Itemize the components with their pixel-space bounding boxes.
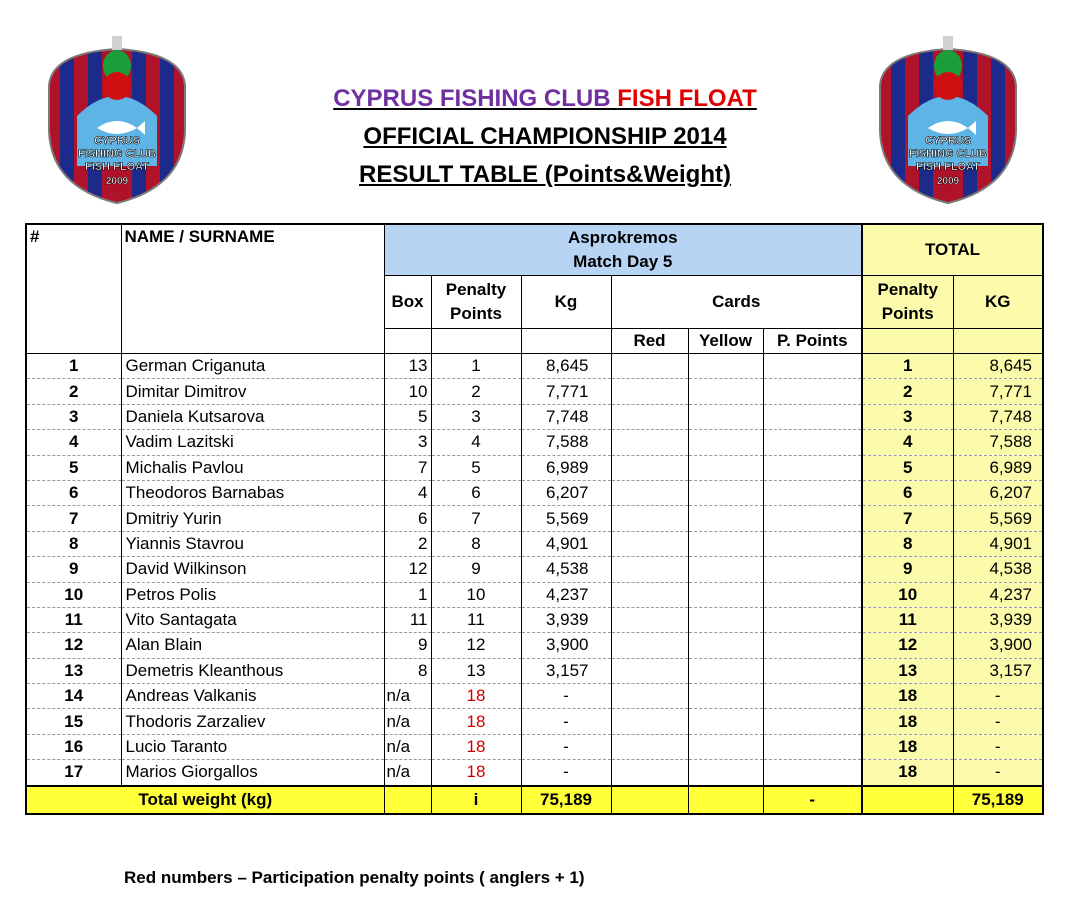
row-p-points [763,633,862,658]
row-p-points [763,557,862,582]
row-box: 4 [384,480,431,505]
row-red-card [611,379,688,404]
row-total-penalty: 4 [862,430,953,455]
table-row [26,480,1043,505]
row-number: 12 [26,633,121,658]
row-yellow-card [688,531,763,556]
logo-text-3: FISH FLOAT [85,161,149,173]
row-name: Petros Polis [121,582,384,607]
row-total-penalty: 3 [862,404,953,429]
row-box: 13 [384,354,431,379]
row-kg: 6,207 [521,480,611,505]
table-row [26,430,1043,455]
row-penalty: 1 [431,354,521,379]
row-p-points [763,379,862,404]
row-total-penalty: 8 [862,531,953,556]
row-red-card [611,709,688,734]
row-name: Lucio Taranto [121,734,384,759]
row-penalty: 5 [431,455,521,480]
row-p-points [763,455,862,480]
table-row [26,506,1043,531]
row-total-penalty: 1 [862,354,953,379]
row-number: 5 [26,455,121,480]
empty-cell [521,329,611,354]
row-total-kg: 5,569 [953,506,1043,531]
row-red-card [611,684,688,709]
row-total-penalty: 18 [862,709,953,734]
col-header-penalty [431,276,521,329]
row-p-points [763,480,862,505]
table-row [26,531,1043,556]
row-penalty: 9 [431,557,521,582]
total-weight-label: Total weight (kg) [26,786,384,814]
row-penalty: 8 [431,531,521,556]
empty-cell [862,329,953,354]
row-total-kg: 4,237 [953,582,1043,607]
col-header-total-penalty [862,276,953,329]
club-logo-right [873,36,1023,206]
row-total-penalty: 13 [862,658,953,683]
row-total-penalty: 18 [862,684,953,709]
row-number: 14 [26,684,121,709]
logo-text-2: FISHING CLUB [908,148,988,160]
row-p-points [763,506,862,531]
row-total-penalty: 18 [862,734,953,759]
row-box: 11 [384,607,431,632]
row-total-kg: - [953,760,1043,786]
row-total-kg: 3,939 [953,607,1043,632]
row-penalty: 18 [431,734,521,759]
row-penalty: 18 [431,709,521,734]
total-p-points: - [763,786,862,814]
col-header-total-penalty-line1: Penalty [877,280,938,299]
row-red-card [611,633,688,658]
row-total-kg: 4,538 [953,557,1043,582]
row-name: Vadim Lazitski [121,430,384,455]
col-header-p-points: P. Points [763,329,862,354]
col-header-cards: Cards [611,276,862,329]
row-box: n/a [384,709,431,734]
row-total-penalty: 12 [862,633,953,658]
row-p-points [763,582,862,607]
row-kg: 3,157 [521,658,611,683]
row-name: German Criganuta [121,354,384,379]
row-red-card [611,430,688,455]
row-box: 8 [384,658,431,683]
club-logo [42,36,192,206]
row-total-penalty: 11 [862,607,953,632]
row-total-kg: 7,771 [953,379,1043,404]
row-p-points [763,734,862,759]
row-name: Daniela Kutsarova [121,404,384,429]
row-total-penalty: 9 [862,557,953,582]
row-number: 15 [26,709,121,734]
row-total-penalty: 7 [862,506,953,531]
row-kg: 4,538 [521,557,611,582]
row-p-points [763,607,862,632]
table-row [26,557,1043,582]
row-name: Theodoros Barnabas [121,480,384,505]
row-box: 2 [384,531,431,556]
row-penalty: 11 [431,607,521,632]
col-header-penalty-line1: Penalty [445,280,507,299]
row-penalty: 6 [431,480,521,505]
row-yellow-card [688,455,763,480]
row-total-kg: - [953,684,1043,709]
table-body [26,354,1043,786]
row-yellow-card [688,582,763,607]
document-title [230,80,860,194]
total-penalty-points-cell [862,786,953,814]
row-penalty: 7 [431,506,521,531]
row-kg: 4,237 [521,582,611,607]
row-kg: 7,748 [521,404,611,429]
row-kg: 7,588 [521,430,611,455]
total-penalty: i [431,786,521,814]
row-penalty: 3 [431,404,521,429]
row-name: Dmitriy Yurin [121,506,384,531]
row-yellow-card [688,557,763,582]
col-header-penalty-line2: Points [450,304,502,323]
row-yellow-card [688,506,763,531]
row-number: 7 [26,506,121,531]
row-box: n/a [384,734,431,759]
row-number: 10 [26,582,121,607]
row-number: 6 [26,480,121,505]
row-red-card [611,760,688,786]
row-number: 4 [26,430,121,455]
row-number: 3 [26,404,121,429]
row-yellow-card [688,734,763,759]
row-total-kg: 7,748 [953,404,1043,429]
row-red-card [611,480,688,505]
row-number: 16 [26,734,121,759]
row-kg: 3,939 [521,607,611,632]
row-red-card [611,734,688,759]
row-kg: 3,900 [521,633,611,658]
row-box: 10 [384,379,431,404]
row-penalty: 2 [431,379,521,404]
row-yellow-card [688,404,763,429]
total-kg: 75,189 [521,786,611,814]
table-row [26,734,1043,759]
row-p-points [763,531,862,556]
logo-text-3: FISH FLOAT [916,161,980,173]
logo-year: 2009 [936,176,960,187]
row-penalty: 18 [431,684,521,709]
row-p-points [763,354,862,379]
table-row [26,379,1043,404]
row-number: 8 [26,531,121,556]
table-row [26,684,1043,709]
row-red-card [611,506,688,531]
row-kg: - [521,709,611,734]
club-name: CYPRUS FISHING CLUB [333,85,611,112]
row-total-kg: - [953,734,1043,759]
row-total-kg: 6,207 [953,480,1043,505]
row-name: Thodoris Zarzaliev [121,709,384,734]
venue-header [384,224,862,276]
championship-title: OFFICIAL CHAMPIONSHIP 2014 [363,123,727,150]
row-name: Vito Santagata [121,607,384,632]
row-kg: 7,771 [521,379,611,404]
table-row [26,633,1043,658]
logo-text-2: FISHING CLUB [77,148,157,160]
row-kg: - [521,760,611,786]
row-penalty: 18 [431,760,521,786]
row-total-kg: 4,901 [953,531,1043,556]
total-row [26,786,1043,814]
row-kg: 4,901 [521,531,611,556]
result-table [25,223,1044,815]
row-p-points [763,684,862,709]
row-yellow-card [688,684,763,709]
row-p-points [763,658,862,683]
row-name: David Wilkinson [121,557,384,582]
empty-cell [384,329,431,354]
row-p-points [763,430,862,455]
table-row [26,709,1043,734]
row-red-card [611,404,688,429]
row-total-penalty: 5 [862,455,953,480]
row-yellow-card [688,658,763,683]
table-row [26,607,1043,632]
row-box: 6 [384,506,431,531]
row-red-card [611,658,688,683]
row-name: Alan Blain [121,633,384,658]
row-p-points [763,709,862,734]
logo-text-1: CYPRUS [94,135,140,147]
col-header-number: # [26,224,121,354]
table-row [26,760,1043,786]
row-kg: 5,569 [521,506,611,531]
row-kg: - [521,684,611,709]
row-yellow-card [688,633,763,658]
row-total-penalty: 18 [862,760,953,786]
table-row [26,455,1043,480]
row-red-card [611,607,688,632]
row-total-kg: 7,588 [953,430,1043,455]
club-float: FISH FLOAT [617,85,757,112]
logo-year: 2009 [105,176,129,187]
row-box: n/a [384,760,431,786]
row-number: 11 [26,607,121,632]
row-kg: 8,645 [521,354,611,379]
table-row [26,404,1043,429]
row-p-points [763,760,862,786]
row-penalty: 4 [431,430,521,455]
logo-text-1: CYPRUS [925,135,971,147]
row-yellow-card [688,480,763,505]
footnote: Red numbers – Participation penalty points ( anglers + 1) [124,868,585,887]
row-total-kg: 3,900 [953,633,1043,658]
row-number: 2 [26,379,121,404]
row-red-card [611,455,688,480]
result-table-title: RESULT TABLE (Points&Weight) [359,161,731,188]
table-row [26,658,1043,683]
row-box: 3 [384,430,431,455]
row-yellow-card [688,430,763,455]
total-header: TOTAL [862,224,1043,276]
row-box: 9 [384,633,431,658]
row-total-kg: 6,989 [953,455,1043,480]
total-yellow-cell [688,786,763,814]
row-number: 1 [26,354,121,379]
venue-name: Asprokremos [567,228,678,247]
row-name: Marios Giorgallos [121,760,384,786]
row-number: 13 [26,658,121,683]
row-name: Dimitar Dimitrov [121,379,384,404]
row-penalty: 12 [431,633,521,658]
row-yellow-card [688,607,763,632]
col-header-red: Red [611,329,688,354]
grand-total-kg: 75,189 [953,786,1043,814]
row-kg: 6,989 [521,455,611,480]
col-header-box: Box [384,276,431,329]
row-yellow-card [688,760,763,786]
col-header-yellow: Yellow [688,329,763,354]
empty-cell [953,329,1043,354]
row-box: 12 [384,557,431,582]
row-name: Demetris Kleanthous [121,658,384,683]
total-box-cell [384,786,431,814]
row-box: 7 [384,455,431,480]
table-row [26,582,1043,607]
row-name: Yiannis Stavrou [121,531,384,556]
total-red-cell [611,786,688,814]
row-total-penalty: 6 [862,480,953,505]
col-header-name: NAME / SURNAME [121,224,384,354]
row-p-points [763,404,862,429]
row-name: Michalis Pavlou [121,455,384,480]
table-row [26,354,1043,379]
row-kg: - [521,734,611,759]
row-total-penalty: 2 [862,379,953,404]
col-header-kg: Kg [521,276,611,329]
row-box: 5 [384,404,431,429]
row-yellow-card [688,379,763,404]
empty-cell [431,329,521,354]
row-yellow-card [688,709,763,734]
club-heading [230,80,860,118]
row-red-card [611,557,688,582]
row-red-card [611,354,688,379]
row-red-card [611,582,688,607]
row-penalty: 10 [431,582,521,607]
row-name: Andreas Valkanis [121,684,384,709]
row-total-kg: 8,645 [953,354,1043,379]
row-penalty: 13 [431,658,521,683]
row-number: 17 [26,760,121,786]
row-red-card [611,531,688,556]
match-day: Match Day 5 [573,252,673,271]
col-header-total-penalty-line2: Points [881,304,934,323]
row-yellow-card [688,354,763,379]
row-total-kg: - [953,709,1043,734]
row-box: n/a [384,684,431,709]
row-total-penalty: 10 [862,582,953,607]
row-box: 1 [384,582,431,607]
row-total-kg: 3,157 [953,658,1043,683]
row-number: 9 [26,557,121,582]
col-header-total-kg: KG [953,276,1043,329]
